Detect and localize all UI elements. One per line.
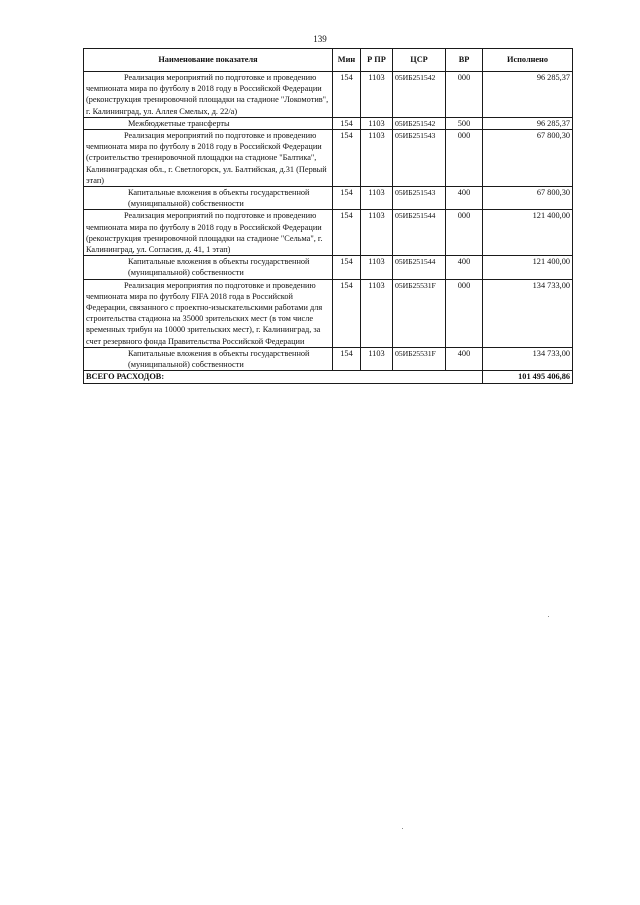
row-target-article: 05ИБ251542 (393, 72, 446, 118)
row-section: 1103 (361, 256, 393, 279)
row-name: Реализация мероприятий по подготовке и проведению чемпионата мира по футболу в 2018 году в Российской Федерации (реконструкция тренировочной площадки на стадионе "Сельма", г. Калининград, ул. Согласия, д. 41, 1 этап) (84, 210, 333, 256)
table-row (84, 130, 573, 187)
row-executed: 121 400,00 (483, 210, 573, 256)
row-target-article: 05ИБ251543 (393, 130, 446, 187)
row-ministry: 154 (333, 117, 361, 129)
row-name: Реализация мероприятий по подготовке и проведению чемпионата мира по футболу в 2018 году в Российской Федерации (строительство тренировочной площадки на стадионе "Балтика", Калининградская обл., г. Светлогорск, ул. Балтийская, д.31 (Первый этап) (84, 130, 333, 187)
row-expense-type: 000 (446, 279, 483, 347)
header-section: Р ПР (361, 49, 393, 72)
header-target-article: ЦСР (393, 49, 446, 72)
row-section: 1103 (361, 130, 393, 187)
total-label: ВСЕГО РАСХОДОВ: (84, 371, 483, 384)
table-row (84, 210, 573, 256)
row-executed: 67 800,30 (483, 187, 573, 210)
table-row (84, 72, 573, 118)
row-expense-type: 000 (446, 72, 483, 118)
row-executed: 134 733,00 (483, 279, 573, 347)
row-name: Реализация мероприятия по подготовке и проведению чемпионата мира по футболу FIFA 2018 года в Российской Федерации, связанного с проектно-изыскательскими работами для строительства стадиона на 35000 зрительских мест (в том числе временных трибун на 10000 зрительских мест), г. Калининград, за счет резервного фонда Правительства Российской Федерации (84, 279, 333, 347)
row-name: Капитальные вложения в объекты государственной (муниципальной) собственности (84, 187, 333, 210)
table-row (84, 256, 573, 279)
row-executed: 96 285,37 (483, 117, 573, 129)
row-target-article: 05ИБ251544 (393, 256, 446, 279)
row-ministry: 154 (333, 210, 361, 256)
row-ministry: 154 (333, 347, 361, 370)
table-row (84, 347, 573, 370)
row-ministry: 154 (333, 130, 361, 187)
table-row (84, 187, 573, 210)
row-ministry: 154 (333, 72, 361, 118)
row-expense-type: 400 (446, 256, 483, 279)
row-target-article: 05ИБ251543 (393, 187, 446, 210)
table-header-row (84, 49, 573, 72)
scan-speck (548, 616, 549, 617)
row-expense-type: 000 (446, 130, 483, 187)
row-name: Капитальные вложения в объекты государственной (муниципальной) собственности (84, 347, 333, 370)
page-number: 139 (313, 34, 327, 44)
row-section: 1103 (361, 72, 393, 118)
row-name: Межбюджетные трансферты (84, 117, 333, 129)
row-expense-type: 000 (446, 210, 483, 256)
row-ministry: 154 (333, 256, 361, 279)
row-executed: 67 800,30 (483, 130, 573, 187)
row-target-article: 05ИБ25531F (393, 279, 446, 347)
row-ministry: 154 (333, 187, 361, 210)
row-executed: 134 733,00 (483, 347, 573, 370)
header-executed: Исполнено (483, 49, 573, 72)
row-executed: 121 400,00 (483, 256, 573, 279)
scan-speck (402, 828, 403, 829)
expenditure-table (83, 48, 573, 384)
table-row (84, 117, 573, 129)
header-expense-type: ВР (446, 49, 483, 72)
row-target-article: 05ИБ251544 (393, 210, 446, 256)
row-executed: 96 285,37 (483, 72, 573, 118)
row-name: Капитальные вложения в объекты государственной (муниципальной) собственности (84, 256, 333, 279)
header-indicator-name: Наименование показателя (84, 49, 333, 72)
total-value: 101 495 406,86 (483, 371, 573, 384)
row-ministry: 154 (333, 279, 361, 347)
row-section: 1103 (361, 187, 393, 210)
row-target-article: 05ИБ251542 (393, 117, 446, 129)
header-ministry: Мин (333, 49, 361, 72)
row-expense-type: 500 (446, 117, 483, 129)
row-name: Реализация мероприятий по подготовке и проведению чемпионата мира по футболу в 2018 году в Российской Федерации (реконструкция тренировочной площадки на стадионе "Локомотив", г. Калининград, ул. Аллея Смелых, д. 22/а) (84, 72, 333, 118)
row-expense-type: 400 (446, 187, 483, 210)
row-section: 1103 (361, 117, 393, 129)
row-expense-type: 400 (446, 347, 483, 370)
row-section: 1103 (361, 347, 393, 370)
row-target-article: 05ИБ25531F (393, 347, 446, 370)
row-section: 1103 (361, 279, 393, 347)
table-row (84, 279, 573, 347)
row-section: 1103 (361, 210, 393, 256)
total-row (84, 371, 573, 384)
